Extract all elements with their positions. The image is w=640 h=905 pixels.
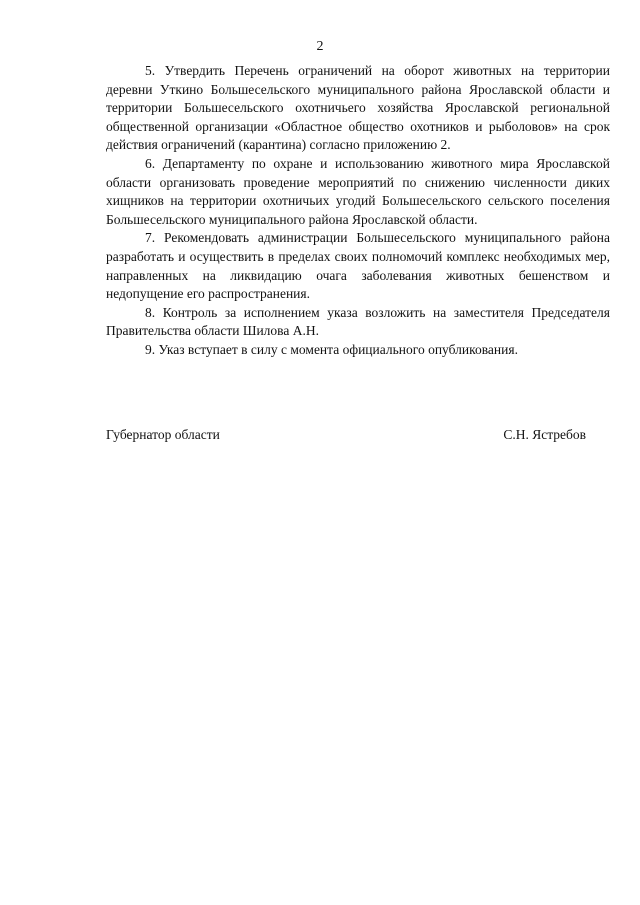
paragraph-item-9: 9. Указ вступает в силу с момента официального опубликования. (145, 341, 518, 357)
paragraph-item-7: 7. Рекомендовать администрации Большесельского муниципального района разработать и осуществить в пределах своих полномочий комплекс необходимых мер, направленных на ликвидацию очага заболевания животных бешенством и недопущение его распространения. (106, 230, 610, 302)
signatory-position: Губернатор области (106, 427, 220, 442)
paragraph-item-5: 5. Утвердить Перечень ограничений на оборот животных на территории деревни Уткино Большесельского муниципального района Ярославской области и территории Большесельского охотничьего хозяйства Ярославской региональной общественной организации «Областное общество охотников и рыболовов» на срок действия ограничений (карантина) согласно приложению 2. (106, 63, 610, 153)
paragraph-item-8: 8. Контроль за исполнением указа возложить на заместителя Председателя Правительства области Шилова А.Н. (106, 304, 610, 339)
paragraph-item-6: 6. Департаменту по охране и использованию животного мира Ярославской области организовать проведение мероприятий по снижению численности диких хищников на территории охотничьих угодий Большесельского сельского поселения Большесельского муниципального района Ярославской области. (106, 155, 610, 227)
signature-block (106, 426, 586, 444)
page-number: 2 (316, 39, 324, 54)
signatory-name: С.Н. Ястребов (503, 427, 586, 442)
decree-body (106, 62, 610, 360)
